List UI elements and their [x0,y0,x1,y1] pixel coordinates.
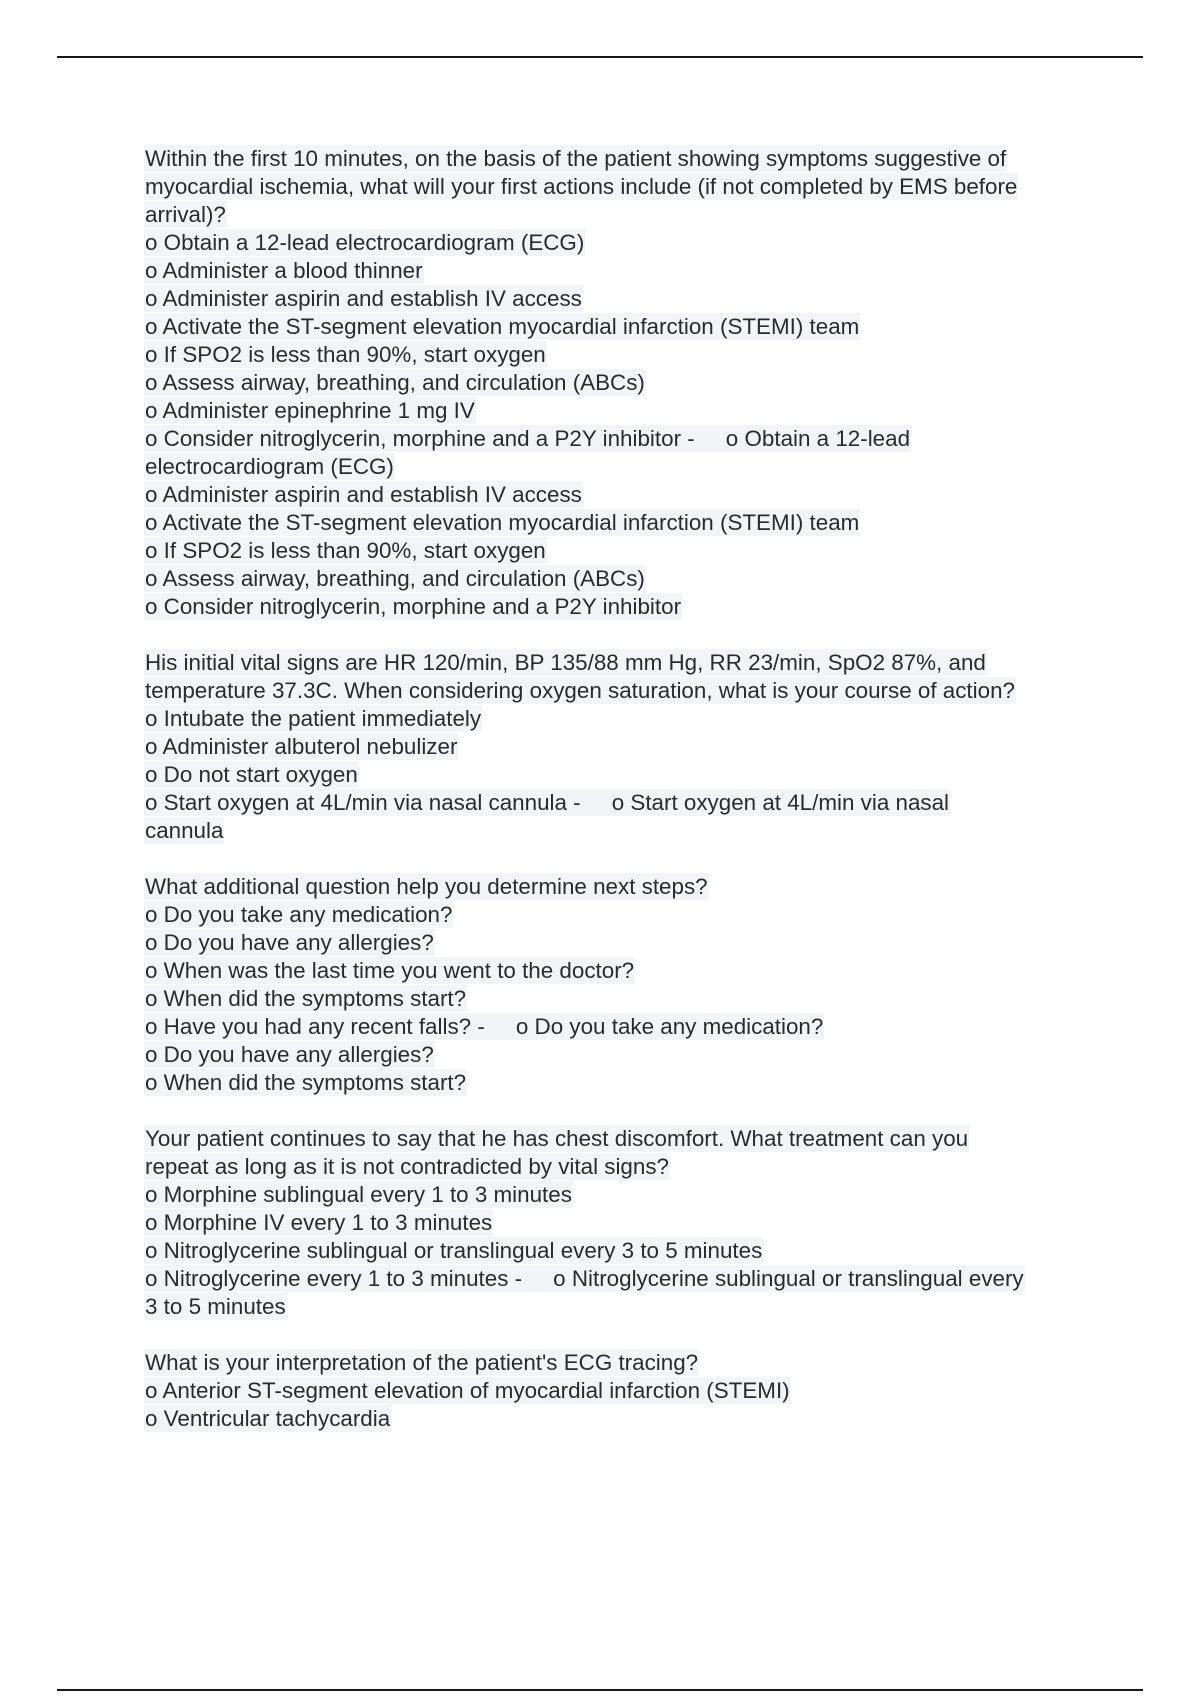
answer-option: o Administer a blood thinner [145,258,423,283]
question-block-first-actions [145,145,1090,621]
answer-key-line: o Do you have any allergies? [145,1042,434,1067]
answer-option: o Do not start oxygen [145,762,358,787]
answer-key-line: 3 to 5 minutes [145,1294,286,1319]
answer-option: o Ventricular tachycardia [145,1406,391,1431]
footer-rule [57,1689,1143,1691]
question-line: His initial vital signs are HR 120/min, BP 135/88 mm Hg, RR 23/min, SpO2 87%, and [145,650,986,675]
answer-option: o When did the symptoms start? [145,986,467,1011]
question-line: What is your interpretation of the patient's ECG tracing? [145,1350,699,1375]
answer-option: o Administer albuterol nebulizer [145,734,458,759]
answer-key-line: o Have you had any recent falls? - o Do you take any medication? [145,1014,824,1039]
answer-option: o Anterior ST-segment elevation of myocardial infarction (STEMI) [145,1378,790,1403]
document-body [145,145,1090,1433]
answer-option: o Administer epinephrine 1 mg IV [145,398,475,423]
answer-key-line: o When did the symptoms start? [145,1070,467,1095]
question-line: myocardial ischemia, what will your first actions include (if not completed by EMS before [145,174,1018,199]
question-block-chest-discomfort [145,1125,1090,1321]
answer-option: o Morphine sublingual every 1 to 3 minutes [145,1182,572,1207]
answer-option: o Administer aspirin and establish IV access [145,286,582,311]
question-line: Within the first 10 minutes, on the basis of the patient showing symptoms suggestive of [145,146,1007,171]
answer-option: o When was the last time you went to the doctor? [145,958,635,983]
question-line: arrival)? [145,202,226,227]
answer-key-line: o Consider nitroglycerin, morphine and a P2Y inhibitor - o Obtain a 12-lead [145,426,911,451]
answer-option: o Assess airway, breathing, and circulation (ABCs) [145,370,645,395]
answer-option: o Obtain a 12-lead electrocardiogram (ECG) [145,230,585,255]
answer-key-line: o Administer aspirin and establish IV access [145,482,582,507]
answer-option: o Morphine IV every 1 to 3 minutes [145,1210,493,1235]
answer-key-line: cannula [145,818,224,843]
answer-key-line: o Consider nitroglycerin, morphine and a P2Y inhibitor [145,594,682,619]
answer-key-line: o Activate the ST-segment elevation myocardial infarction (STEMI) team [145,510,860,535]
question-block-additional-question [145,873,1090,1097]
answer-option: o Nitroglycerine sublingual or translingual every 3 to 5 minutes [145,1238,763,1263]
answer-option: o Do you have any allergies? [145,930,434,955]
answer-option: o Intubate the patient immediately [145,706,482,731]
question-line: What additional question help you determine next steps? [145,874,708,899]
question-line: repeat as long as it is not contradicted by vital signs? [145,1154,669,1179]
answer-key-line: electrocardiogram (ECG) [145,454,394,479]
answer-option: o Activate the ST-segment elevation myocardial infarction (STEMI) team [145,314,860,339]
header-rule [57,56,1143,58]
question-line: temperature 37.3C. When considering oxygen saturation, what is your course of action? [145,678,1015,703]
question-line: Your patient continues to say that he has chest discomfort. What treatment can you [145,1126,969,1151]
answer-option: o If SPO2 is less than 90%, start oxygen [145,342,546,367]
answer-key-line: o Assess airway, breathing, and circulation (ABCs) [145,566,645,591]
answer-key-line: o If SPO2 is less than 90%, start oxygen [145,538,546,563]
question-block-ecg-interpretation [145,1349,1090,1433]
answer-key-line: o Start oxygen at 4L/min via nasal cannula - o Start oxygen at 4L/min via nasal [145,790,950,815]
question-block-vital-signs [145,649,1090,845]
answer-option: o Do you take any medication? [145,902,453,927]
answer-key-line: o Nitroglycerine every 1 to 3 minutes - o Nitroglycerine sublingual or translingual every [145,1266,1024,1291]
